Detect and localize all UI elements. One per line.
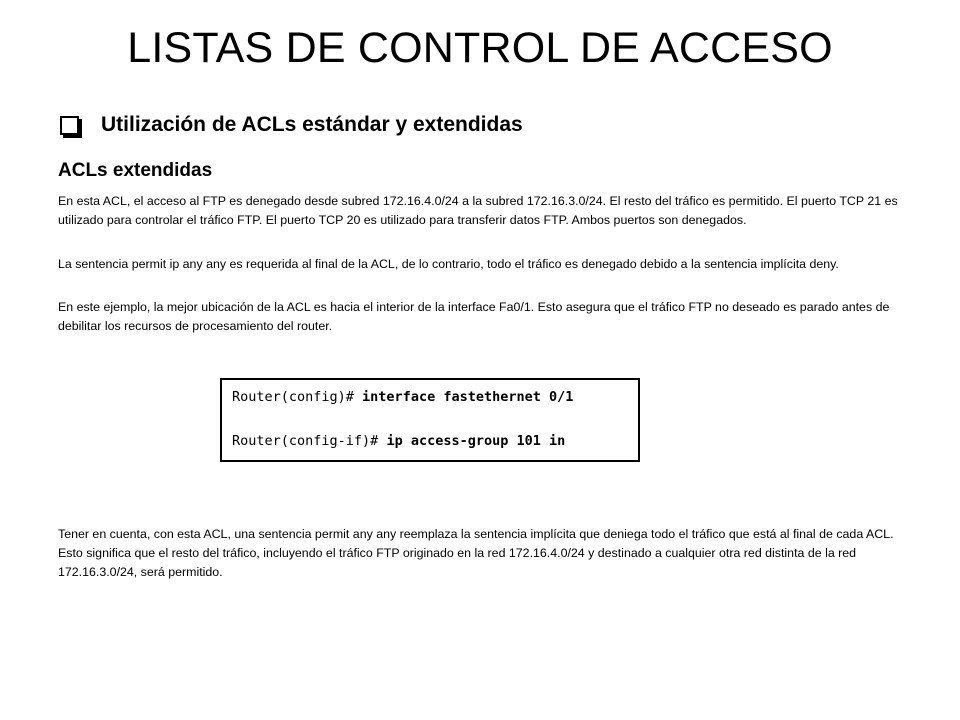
section-subheading: ACLs extendidas (58, 160, 213, 181)
checkbox-icon (60, 116, 79, 135)
paragraph-ftp-denied: En esta ACL, el acceso al FTP es denegado desde subred 172.16.4.0/24 a la subred 172.16.3.0/24. El resto del tráfico es permitido. El puerto TCP 21 es utilizado para controlar el tráfico FTP. El puerto TCP 20 es utilizado para transferir datos FTP. Ambos puertos son denegados. (58, 194, 898, 227)
bullet-text: Utilización de ACLs estándar y extendidas (101, 113, 523, 136)
slide-title: LISTAS DE CONTROL DE ACCESO (127, 24, 833, 72)
code-line (232, 433, 565, 449)
paragraph-placement: En este ejemplo, la mejor ubicación de la ACL es hacia el interior de la interface Fa0/1. Esto asegura que el tráfico FTP no deseado es parado antes de debilitar los recursos de procesamiento del router. (58, 300, 890, 333)
code-line (232, 389, 573, 405)
cli-code-box (220, 378, 640, 462)
paragraph-note: Tener en cuenta, con esta ACL, una sentencia permit any any reemplaza la sentencia implícita que deniega todo el tráfico que está al final de cada ACL. Esto significa que el resto del tráfico, incluyendo el tráfico FTP originado en la red 172.16.4.0/24 y destinado a cualquier otra red distinta de la red 172.16.3.0/24, será permitido. (58, 527, 894, 579)
cli-prompt: Router(config)# (232, 389, 363, 405)
cli-prompt: Router(config-if)# (232, 433, 387, 449)
cli-command: ip access-group 101 in (386, 433, 566, 449)
bullet-item (60, 113, 523, 137)
paragraph-permit-any: La sentencia permit ip any any es requerida al final de la ACL, de lo contrario, todo el tráfico es denegado debido a la sentencia implícita deny. (58, 257, 839, 271)
cli-command: interface fastethernet 0/1 (362, 389, 574, 405)
